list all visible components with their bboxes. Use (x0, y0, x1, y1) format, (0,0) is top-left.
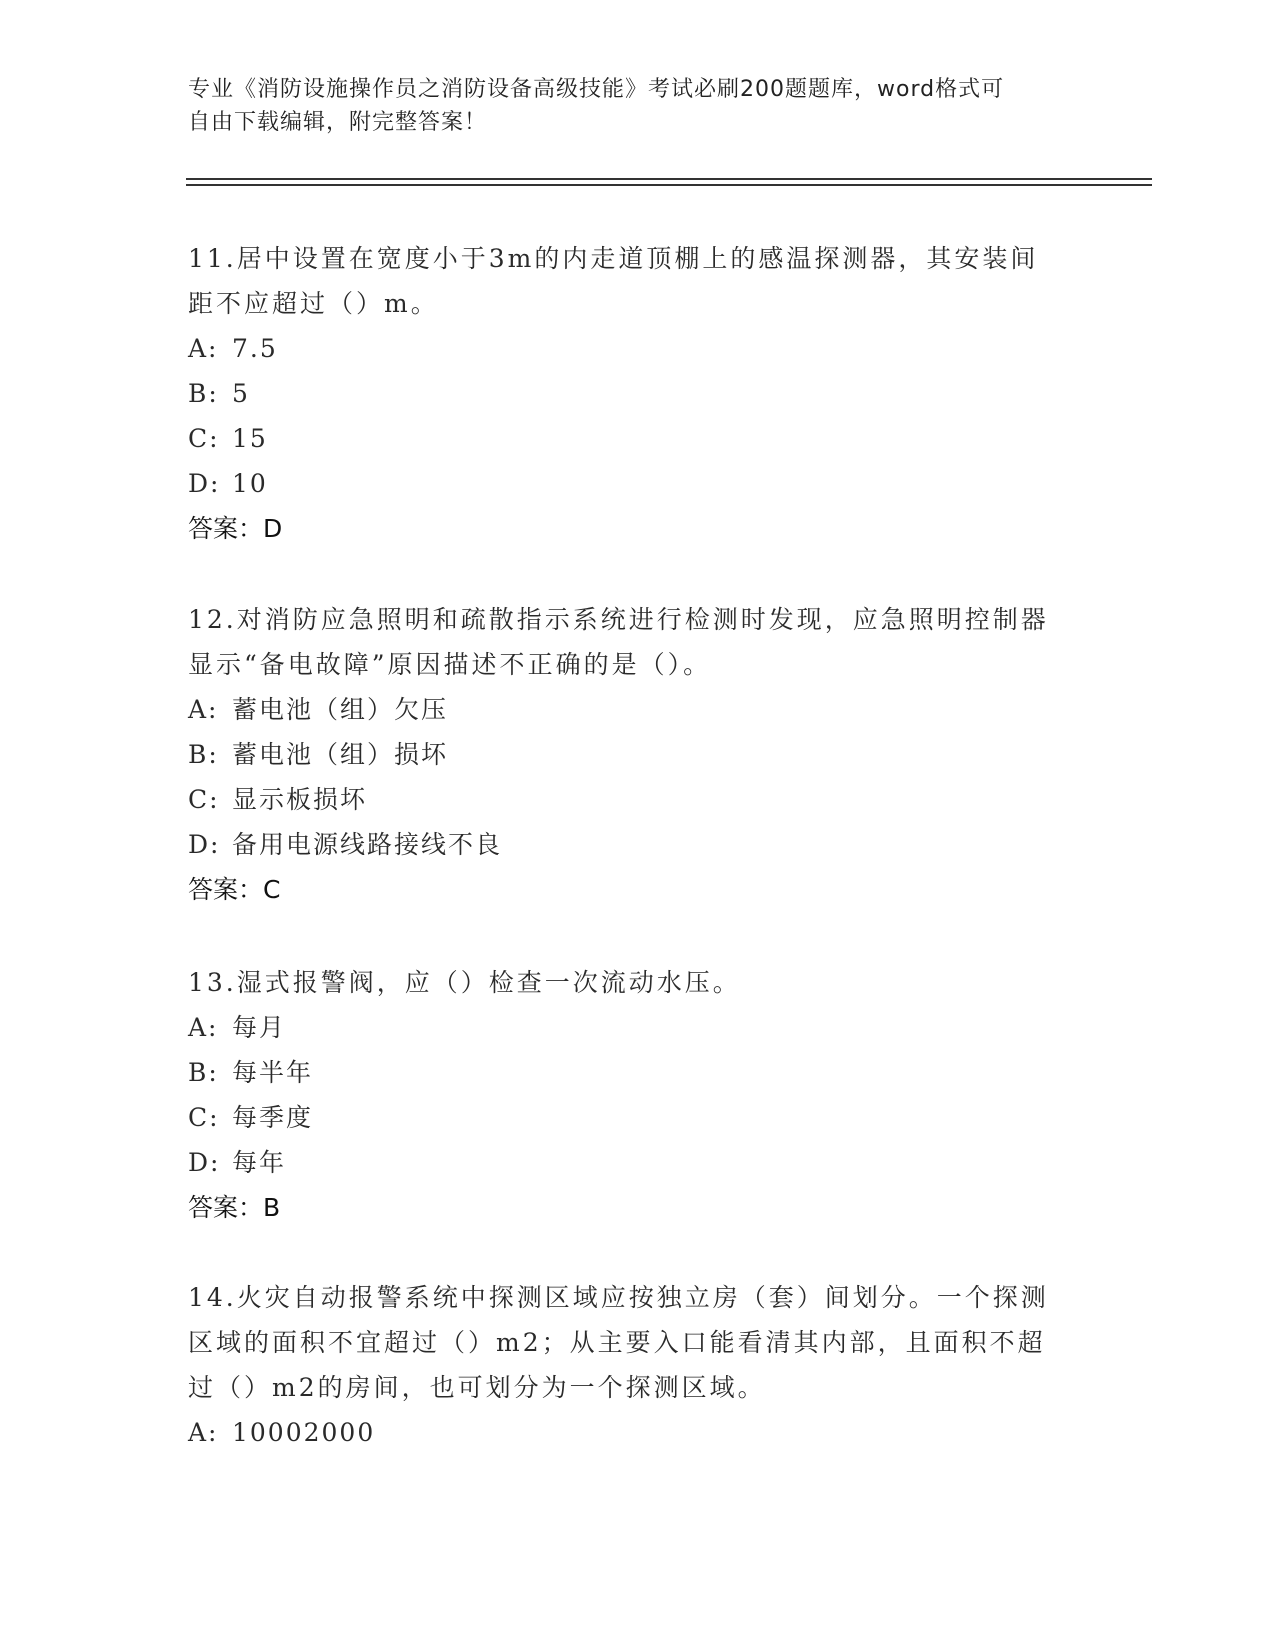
option-letter: D: (188, 469, 221, 498)
option-text: 备用电源线路接线不良 (232, 830, 503, 859)
option-text: 显示板损坏 (232, 785, 368, 814)
answer-line: 答案：D (188, 514, 283, 543)
question-stem-line: 显示“备电故障”原因描述不正确的是（）。 (188, 650, 712, 679)
option-c (188, 416, 1068, 461)
option-d (188, 1140, 1068, 1185)
option-a (188, 1410, 1068, 1455)
option-text: 5 (232, 379, 250, 408)
option-text: 每季度 (232, 1103, 314, 1132)
option-letter: A: (188, 334, 219, 363)
option-c (188, 1095, 1068, 1140)
option-text: 每年 (232, 1148, 287, 1177)
question-12 (188, 597, 1068, 912)
question-stem (188, 1275, 1068, 1410)
header-divider-bottom (186, 184, 1152, 186)
option-text: 蓄电池（组）欠压 (232, 695, 449, 724)
option-letter: B: (188, 1058, 219, 1087)
question-stem-line: 区域的面积不宜超过（）m2；从主要入口能看清其内部，且面积不超 (188, 1328, 1046, 1357)
question-stem-line: 14.火灾自动报警系统中探测区域应按独立房（套）间划分。一个探测 (188, 1283, 1049, 1312)
question-13 (188, 960, 1068, 1230)
question-stem (188, 236, 1068, 326)
option-a (188, 326, 1068, 371)
option-d (188, 461, 1068, 506)
header-divider-top (186, 178, 1152, 180)
question-stem (188, 960, 1068, 1005)
option-text: 每月 (232, 1013, 287, 1042)
option-c (188, 777, 1068, 822)
answer-line: 答案：B (188, 1193, 281, 1222)
option-letter: C: (188, 1103, 220, 1132)
question-stem (188, 597, 1068, 687)
option-d (188, 822, 1068, 867)
header-line-2: 自由下载编辑，附完整答案！ (188, 110, 488, 135)
document-header (188, 73, 1068, 139)
option-letter: B: (188, 379, 219, 408)
option-letter: C: (188, 785, 220, 814)
option-text: 蓄电池（组）损坏 (232, 740, 449, 769)
question-14 (188, 1275, 1068, 1455)
option-text: 10002000 (232, 1418, 376, 1447)
header-line-1: 专业《消防设施操作员之消防设备高级技能》考试必刷200题题库，word格式可 (188, 77, 1005, 102)
option-letter: B: (188, 740, 219, 769)
option-letter: A: (188, 1418, 219, 1447)
question-11 (188, 236, 1068, 551)
option-b (188, 732, 1068, 777)
question-stem-line: 距不应超过（）m。 (188, 289, 439, 318)
option-b (188, 371, 1068, 416)
option-a (188, 1005, 1068, 1050)
option-b (188, 1050, 1068, 1095)
answer-line: 答案：C (188, 875, 281, 904)
option-letter: A: (188, 1013, 219, 1042)
option-letter: D: (188, 830, 221, 859)
option-text: 7.5 (232, 334, 278, 363)
option-text: 每半年 (232, 1058, 314, 1087)
option-a (188, 687, 1068, 732)
question-stem-line: 11.居中设置在宽度小于3m的内走道顶棚上的感温探测器，其安装间 (188, 244, 1039, 273)
option-text: 10 (232, 469, 268, 498)
question-stem-line: 13.湿式报警阀，应（）检查一次流动水压。 (188, 968, 741, 997)
option-text: 15 (232, 424, 268, 453)
question-stem-line: 过（）m2的房间，也可划分为一个探测区域。 (188, 1373, 766, 1402)
option-letter: C: (188, 424, 220, 453)
option-letter: D: (188, 1148, 221, 1177)
option-letter: A: (188, 695, 219, 724)
question-stem-line: 12.对消防应急照明和疏散指示系统进行检测时发现，应急照明控制器 (188, 605, 1049, 634)
